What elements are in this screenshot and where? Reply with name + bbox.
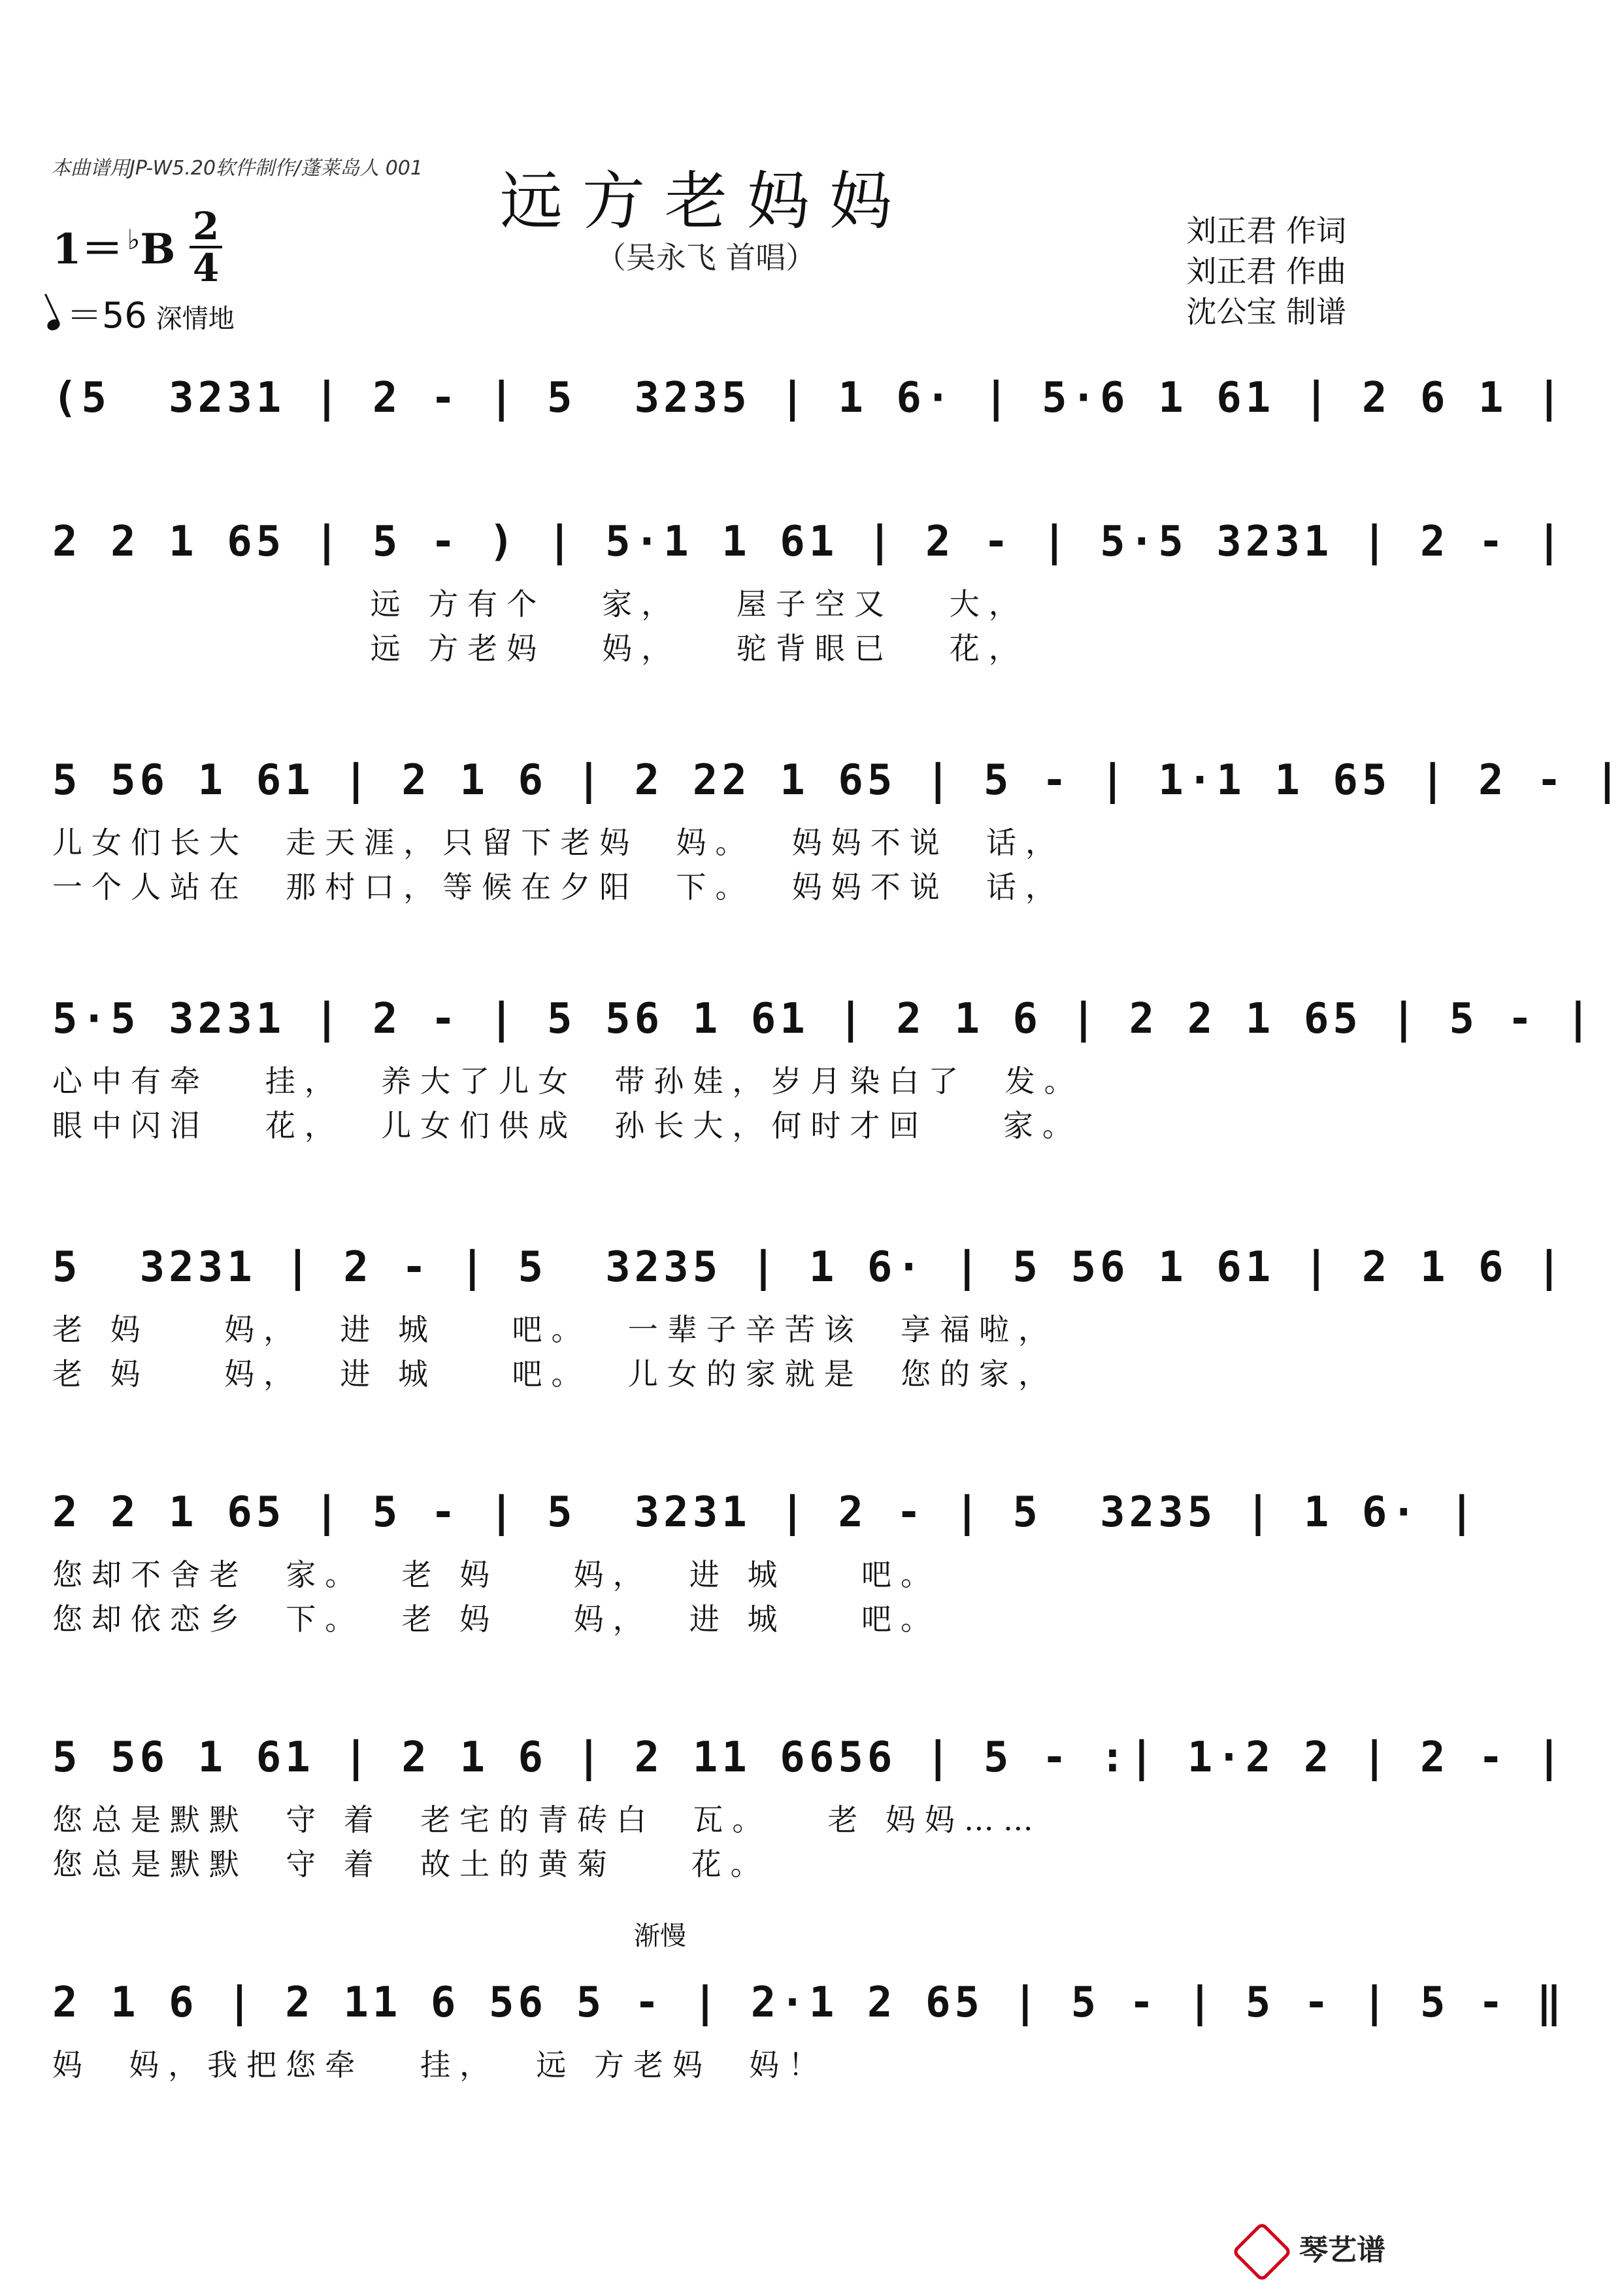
music-system (52, 510, 1566, 671)
key-prefix: 1＝ (52, 225, 124, 274)
lyric-verse-1: 妈 妈，我把您牵 挂， 远 方老妈 妈！ (52, 2047, 828, 2083)
logo-text: 琴艺谱 (1299, 2234, 1385, 2267)
music-system (52, 366, 1566, 438)
tempo-description: 深情地 (156, 304, 235, 334)
song-title: 远方老妈妈 (500, 165, 912, 238)
time-top: 2 (192, 204, 220, 248)
notation-line: 2 1 6 | 2 11 6 56 5 - | 2·1 2 65 | 5 - | 5 - | 5 - ‖ (52, 1979, 1566, 2027)
key-signature (52, 216, 175, 276)
lyric-verse-1: 心中有牵 挂， 养大了儿女 带孙娃，岁月染白了 发。 (52, 1063, 1084, 1099)
lyric-verse-2: 老 妈 妈， 进 城 吧。 儿女的家就是 您的家， (52, 1356, 1057, 1392)
music-system (52, 748, 1624, 909)
lyric-verse-2: 您总是默默 守 着 故土的黄菊 花。 (52, 1847, 770, 1882)
site-logo (1240, 2226, 1385, 2273)
music-system (52, 1481, 1479, 1641)
music-system (52, 1235, 1566, 1396)
notation-line: 2 2 1 65 | 5 - | 5 3231 | 2 - | 5 3235 | 1 6· | (52, 1488, 1479, 1537)
lyric-verse-2: 远 方老妈 妈， 驼背眼已 花， (52, 631, 1028, 666)
authors-block (1186, 210, 1346, 332)
logo-icon (1231, 2221, 1292, 2282)
tempo-value: ＝56 (67, 295, 147, 336)
quarter-note-icon (46, 318, 62, 333)
notation-line: 5·5 3231 | 2 - | 5 56 1 61 | 2 1 6 | 2 2 1 65 | 5 - | (52, 995, 1595, 1043)
notation-line: 2 2 1 65 | 5 - ) | 5·1 1 61 | 2 - | 5·5 3231 | 2 - | (52, 518, 1566, 566)
key-letter: B (140, 225, 176, 274)
arranger: 沈公宝 制谱 (1186, 294, 1346, 329)
time-signature (190, 204, 222, 290)
ritardando-marking: 渐慢 (634, 1921, 686, 1951)
lyric-verse-1: 您总是默默 守 着 老宅的青砖白 瓦。 老 妈妈…… (52, 1802, 1042, 1837)
lyric-verse-1: 老 妈 妈， 进 城 吧。 一辈子辛苦该 享福啦， (52, 1312, 1057, 1347)
lyric-verse-2: 眼中闪泪 花， 儿女们供成 孙长大，何时才回 家。 (52, 1108, 1082, 1143)
notation-line: 5 56 1 61 | 2 1 6 | 2 11 6656 | 5 - :| 1·2 2 | 2 - | (52, 1733, 1566, 1782)
lyric-verse-1: 远 方有个 家， 屋子空又 大， (52, 586, 1028, 622)
software-credit: 本曲谱用JP-W5.20软件制作/蓬莱岛人 001 (51, 157, 423, 180)
notation-line: 5 3231 | 2 - | 5 3235 | 1 6· | 5 56 1 61 | 2 1 6 | (52, 1243, 1566, 1292)
time-bottom: 4 (192, 246, 220, 290)
notation-line: (5 3231 | 2 - | 5 3235 | 1 6· | 5·6 1 61 | 2 6 1 | (52, 374, 1566, 422)
tempo-marking (47, 288, 235, 338)
lyric-verse-2: 一个人站在 那村口，等候在夕阳 下。 妈妈不说 话， (52, 869, 1065, 905)
music-system (52, 1971, 1566, 2087)
music-system (52, 987, 1595, 1148)
music-system (52, 1726, 1566, 1886)
flat-icon: ♭ (127, 224, 141, 256)
lyricist: 刘正君 作词 (1186, 213, 1346, 248)
lyric-verse-1: 儿女们长大 走天涯，只留下老妈 妈。 妈妈不说 话， (52, 825, 1065, 860)
singer-credit: （吴永飞 首唱） (595, 240, 816, 275)
notation-line: 5 56 1 61 | 2 1 6 | 2 22 1 65 | 5 - | 1·1 1 65 | 2 - | (52, 756, 1624, 805)
lyric-verse-1: 您却不舍老 家。 老 妈 妈， 进 城 吧。 (52, 1557, 940, 1592)
lyric-verse-2: 您却依恋乡 下。 老 妈 妈， 进 城 吧。 (52, 1601, 940, 1637)
composer: 刘正君 作曲 (1186, 254, 1346, 289)
